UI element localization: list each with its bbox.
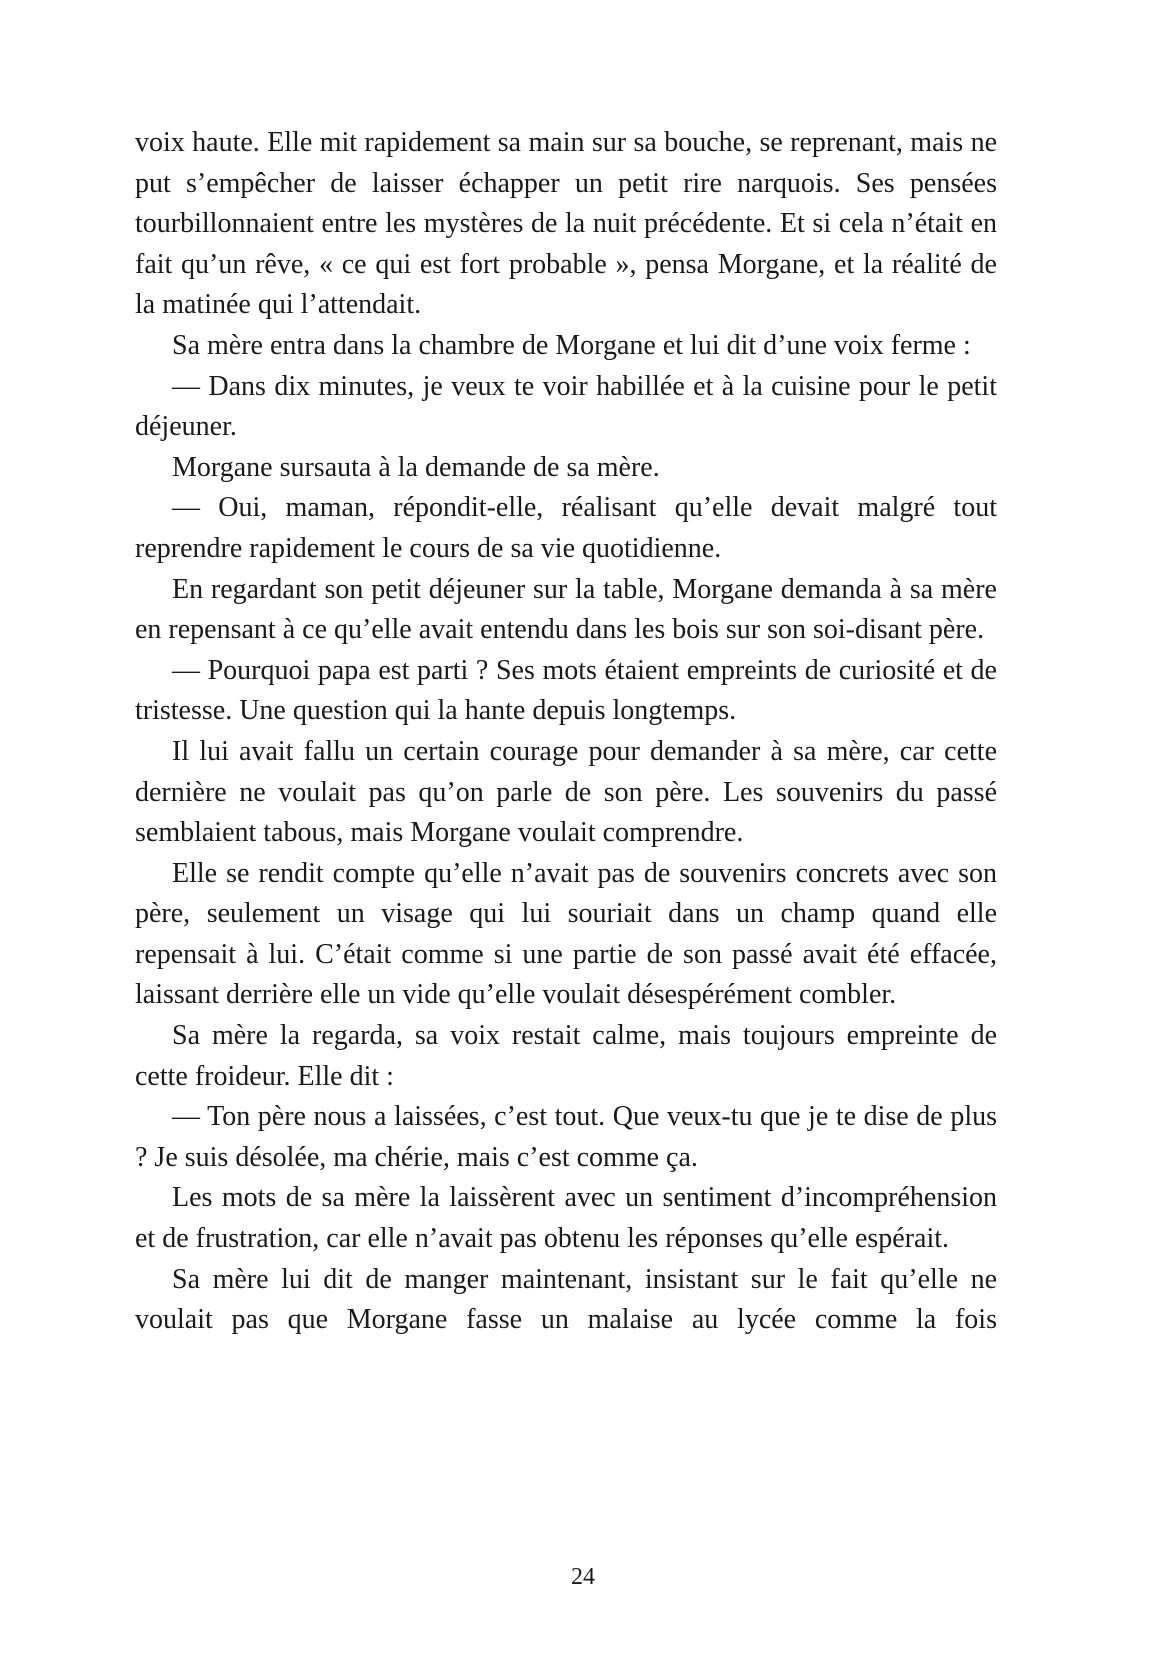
- dialogue-paragraph: — Oui, maman, répondit-elle, réalisant qu’elle devait malgré tout reprendre rapidement le cours de sa vie quotidienne.: [135, 492, 997, 564]
- paragraph: Il lui avait fallu un certain courage pour demander à sa mère, car cette dernière ne voulait pas qu’on parle de son père. Les souvenirs du passé semblaient tabous, mais Morgane voulait comprendre.: [135, 735, 997, 849]
- page-number: 24: [571, 1564, 595, 1590]
- paragraph: Sa mère la regarda, sa voix restait calme, mais toujours empreinte de cette froideur. Elle dit :: [135, 1020, 997, 1092]
- dialogue-paragraph: — Pourquoi papa est parti ? Ses mots étaient empreints de curiosité et de tristesse. Une question qui la hante depuis longtemps.: [135, 654, 997, 727]
- page-body-text: [135, 123, 997, 1341]
- paragraph: Les mots de sa mère la laissèrent avec un sentiment d’incompréhension et de frustration, car elle n’avait pas obtenu les réponses qu’elle espérait.: [135, 1182, 997, 1255]
- paragraph: voix haute. Elle mit rapidement sa main sur sa bouche, se reprenant, mais ne put s’empêcher de laisser échapper un petit rire narquois. Ses pensées tourbillonnaient entre les mystères de la nuit précédente. Et si cela n’était en fait qu’un rêve, « ce qui est fort probable », pensa Morgane, et la réalité de la matinée qui l’attendait.: [135, 127, 997, 321]
- paragraph: Morgane sursauta à la demande de sa mère.: [172, 451, 660, 483]
- paragraph: Sa mère lui dit de manger maintenant, insistant sur le fait qu’elle ne voulait pas que Morgane fasse un malaise au lycée comme la fois: [135, 1263, 997, 1336]
- paragraph: En regardant son petit déjeuner sur la table, Morgane demanda à sa mère en repensant à ce qu’elle avait entendu dans les bois sur son soi-disant père.: [135, 573, 997, 646]
- dialogue-paragraph: — Dans dix minutes, je veux te voir habillée et à la cuisine pour le petit déjeuner.: [135, 370, 997, 443]
- paragraph: Sa mère entra dans la chambre de Morgane et lui dit d’une voix ferme :: [172, 329, 971, 361]
- dialogue-paragraph: — Ton père nous a laissées, c’est tout. Que veux-tu que je te dise de plus ? Je suis désolée, ma chérie, mais c’est comme ça.: [135, 1101, 997, 1173]
- paragraph: Elle se rendit compte qu’elle n’avait pas de souvenirs concrets avec son père, seulement un visage qui lui souriait dans un champ quand elle repensait à lui. C’était comme si une partie de son passé avait été effacée, laissant derrière elle un vide qu’elle voulait désespérément combler.: [135, 857, 997, 1011]
